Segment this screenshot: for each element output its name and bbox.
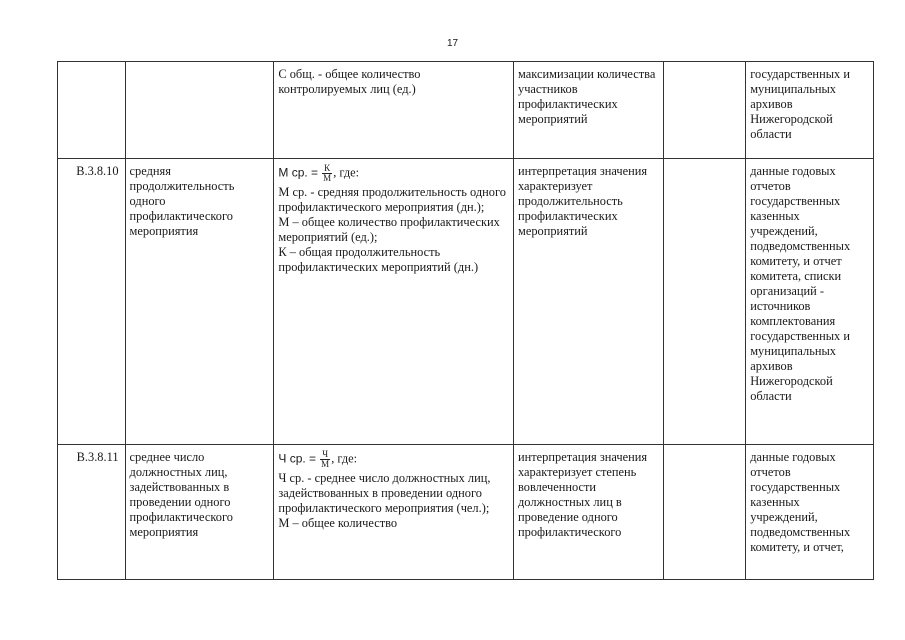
formula-tail: , где: — [333, 165, 360, 180]
data-source-cell: государственных и муниципальных архивов Нижегородской области — [746, 62, 874, 159]
formula-denominator: М — [321, 459, 330, 469]
indicator-table — [57, 61, 874, 580]
interpretation-cell: интерпретация значения характеризует степень вовлеченности должностных лиц в проведение одного профилактического — [514, 445, 664, 580]
empty-cell — [663, 445, 745, 580]
formula — [278, 450, 509, 469]
empty-cell — [663, 159, 745, 445]
indicator-name: среднее число должностных лиц, задействованных в проведении одного профилактического мероприятия — [125, 445, 274, 580]
table-row — [58, 62, 874, 159]
formula — [278, 164, 509, 183]
indicator-name — [125, 62, 274, 159]
formula-tail: , где: — [331, 451, 358, 466]
method-line: М ср. - средняя продолжительность одного профилактического мероприятия (дн.); — [278, 185, 506, 214]
data-source-cell: данные годовых отчетов государственных казенных учреждений, подведомственных комитету, и отчет, — [746, 445, 874, 580]
data-source-cell: данные годовых отчетов государственных казенных учреждений, подведомственных комитету, и отчет комитета, списки организаций - источников комплектования государственных и муниципальных архивов Нижегородской области — [746, 159, 874, 445]
calculation-method — [274, 62, 514, 159]
empty-cell — [663, 62, 745, 159]
page-number: 17 — [446, 38, 459, 49]
indicator-code: В.3.8.10 — [58, 159, 126, 445]
calculation-method — [274, 445, 514, 580]
formula-lhs: Ч ср. = — [278, 451, 317, 466]
indicator-code — [58, 62, 126, 159]
table-row — [58, 159, 874, 445]
formula-fraction — [320, 450, 330, 469]
method-line: К – общая продолжительность профилактических мероприятий (дн.) — [278, 245, 479, 274]
method-line: М – общее количество профилактических мероприятий (ед.); — [278, 215, 500, 244]
formula-numerator: Ч — [320, 450, 330, 460]
interpretation-cell: интерпретация значения характеризует продолжительность профилактических мероприятий — [514, 159, 664, 445]
formula-lhs: М ср. = — [278, 165, 319, 180]
formula-denominator: М — [323, 173, 332, 183]
interpretation-cell: максимизации количества участников профилактических мероприятий — [514, 62, 664, 159]
table-row — [58, 445, 874, 580]
formula-numerator: К — [324, 163, 331, 173]
indicator-name: средняя продолжительность одного профилактического мероприятия — [125, 159, 274, 445]
calculation-method — [274, 159, 514, 445]
method-line: Ч ср. - среднее число должностных лиц, задействованных в проведении одного профилактического мероприятия (чел.); — [278, 471, 491, 515]
method-line: М – общее количество — [278, 516, 398, 530]
method-line: С общ. - общее количество контролируемых лиц (ед.) — [278, 67, 421, 96]
formula-fraction — [322, 164, 332, 183]
indicator-code: В.3.8.11 — [58, 445, 126, 580]
